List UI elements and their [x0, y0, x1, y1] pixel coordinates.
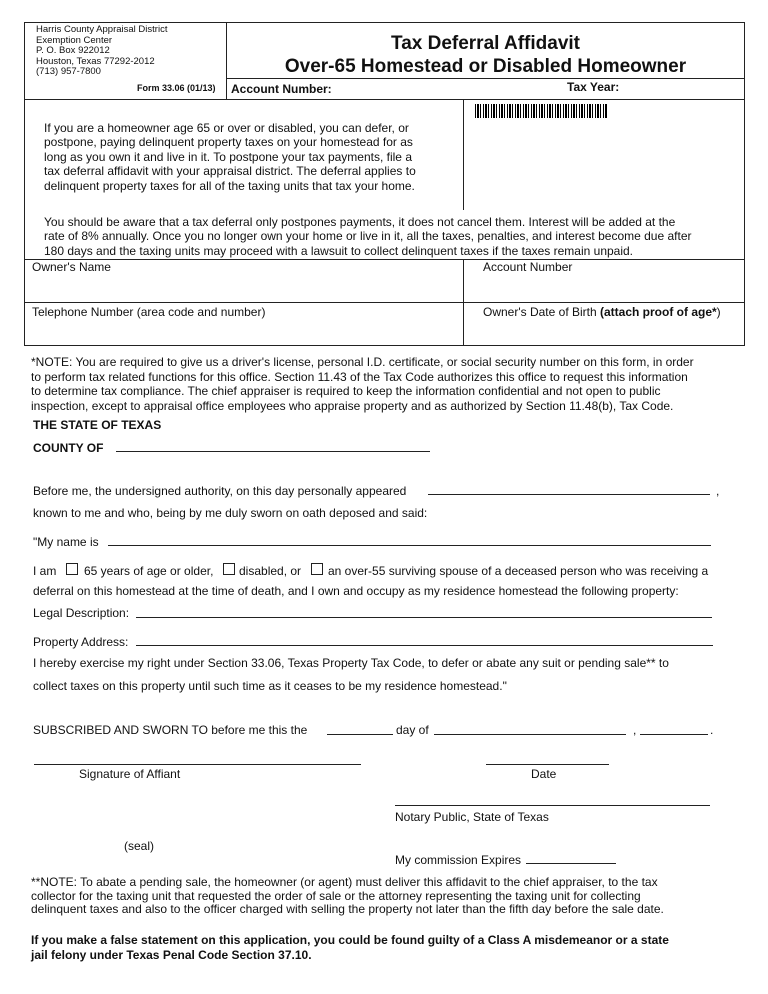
- age-65-option: 65 years of age or older,: [84, 564, 214, 578]
- appeared-comma: ,: [716, 484, 720, 498]
- account-number-field[interactable]: Account Number: [483, 260, 573, 274]
- office-address: [36, 25, 167, 78]
- date-label: Date: [531, 767, 557, 781]
- form-number: Form 33.06 (01/13): [137, 83, 216, 93]
- affiant-signature-line[interactable]: [34, 764, 361, 765]
- subscribed-year-line[interactable]: [640, 734, 708, 735]
- false-statement-warning: If you make a false statement on this application, you could be found guilty of a Class A misdemeanor or a state jail felony under Texas Penal Code Section 37.10.: [31, 933, 669, 962]
- before-me-text: Before me, the undersigned authority, on this day personally appeared: [33, 484, 407, 498]
- date-line[interactable]: [486, 764, 609, 765]
- tax-year-label: Tax Year:: [567, 80, 620, 94]
- office-city: Houston, Texas 77292-2012: [36, 55, 155, 67]
- owner-fields-rule: [24, 302, 745, 303]
- surviving-spouse-checkbox[interactable]: [311, 563, 323, 575]
- my-name-is-label: "My name is: [33, 535, 99, 549]
- subscribed-comma: ,: [633, 723, 637, 737]
- header-account-rule: [226, 78, 745, 79]
- exercise-right-text-2: collect taxes on this property until such time as it ceases to be my residence homestead.": [33, 679, 507, 693]
- subscribed-period: .: [710, 723, 714, 737]
- abate-sale-note: **NOTE: To abate a pending sale, the homeowner (or agent) must deliver this affidavit to the chief appraiser, to the tax collector for the taxing unit that requested the order of sale or the attorney representing the taxing unit for collecting delinquent taxes and also to the officer charged with selling the property not later than the fifth day before the sale date.: [31, 875, 664, 916]
- signature-affiant-label: Signature of Affiant: [79, 767, 181, 781]
- privacy-note: *NOTE: You are required to give us a driver's license, personal I.D. certificate, or social security number on this form, in order to perform tax related functions for this office. Section 11.43 of the Tax Code authorizes this office to request this information to determine tax compliance. The chief appraiser is required to keep the information confidential and not open to public inspection, except to appraisal office employees who appraise property and as authorized by Section 11.48(b), Tax Code.: [31, 355, 694, 413]
- office-phone: (713) 957-7800: [36, 66, 101, 77]
- known-to-me-text: known to me and who, being by me duly sworn on oath deposed and said:: [33, 506, 428, 520]
- legal-description-label: Legal Description:: [33, 606, 130, 620]
- seal-label: (seal): [124, 839, 155, 853]
- state-heading: THE STATE OF TEXAS: [33, 418, 162, 432]
- date-of-birth-field[interactable]: Owner's Date of Birth (attach proof of age*): [483, 305, 721, 319]
- account-number-label: Account Number:: [231, 82, 332, 96]
- owner-name-field[interactable]: Owner's Name: [32, 260, 111, 274]
- county-input-line[interactable]: [116, 451, 430, 452]
- disabled-option: disabled, or: [239, 564, 302, 578]
- property-address-label: Property Address:: [33, 635, 129, 649]
- form-title: Tax Deferral Affidavit: [391, 33, 580, 54]
- notary-signature-line[interactable]: [395, 805, 710, 806]
- intro-paragraph: If you are a homeowner age 65 or over or disabled, you can defer, or postpone, paying delinquent property taxes on your homestead for as long as you own it and live in it. To postpone your tax payments, file a tax deferral affidavit with your appraisal district. The deferral applies to delinquent property taxes for all of the taxing units that tax your home.: [44, 121, 416, 193]
- aware-paragraph: You should be aware that a tax deferral only postpones payments, it does not cancel them. Interest will be added at the rate of 8% annually. Once you no longer own your home or live in it, all the taxes, penalties, and interest become due after 180 days and the taxing units may proceed with a lawsuit to collect delinquent taxes if the taxes remain unpaid.: [44, 215, 692, 258]
- age-65-checkbox[interactable]: [66, 563, 78, 575]
- exercise-right-text-1: I hereby exercise my right under Section 33.06, Texas Property Tax Code, to defer or abate any suit or pending sale** to: [33, 656, 669, 670]
- office-name: Harris County Appraisal District: [36, 24, 168, 35]
- notary-label: Notary Public, State of Texas: [395, 810, 549, 824]
- subscribed-month-line[interactable]: [434, 734, 626, 735]
- deferral-text: deferral on this homestead at the time of death, and I own and occupy as my residence homestead the following property:: [33, 584, 679, 598]
- office-center: Exemption Center: [36, 34, 113, 46]
- telephone-field[interactable]: Telephone Number (area code and number): [32, 305, 266, 319]
- info-divider: [463, 99, 464, 210]
- subscribed-day-line[interactable]: [327, 734, 393, 735]
- my-name-line[interactable]: [108, 545, 711, 546]
- disabled-checkbox[interactable]: [223, 563, 235, 575]
- barcode: [475, 104, 607, 118]
- i-am-label: I am: [33, 564, 57, 578]
- form-subtitle: Over-65 Homestead or Disabled Homeowner: [284, 56, 687, 77]
- subscribed-text: SUBSCRIBED AND SWORN TO before me this the: [33, 723, 308, 737]
- appeared-name-line[interactable]: [428, 494, 710, 495]
- county-label: COUNTY OF: [33, 441, 104, 455]
- legal-description-line[interactable]: [136, 617, 712, 618]
- property-address-line[interactable]: [136, 645, 713, 646]
- commission-expires-line[interactable]: [526, 863, 616, 864]
- office-pobox: P. O. Box 922012: [36, 45, 110, 56]
- day-of-label: day of: [396, 723, 429, 737]
- surviving-spouse-option: an over-55 surviving spouse of a deceased person who was receiving a: [328, 564, 709, 578]
- commission-expires-label: My commission Expires: [395, 853, 522, 867]
